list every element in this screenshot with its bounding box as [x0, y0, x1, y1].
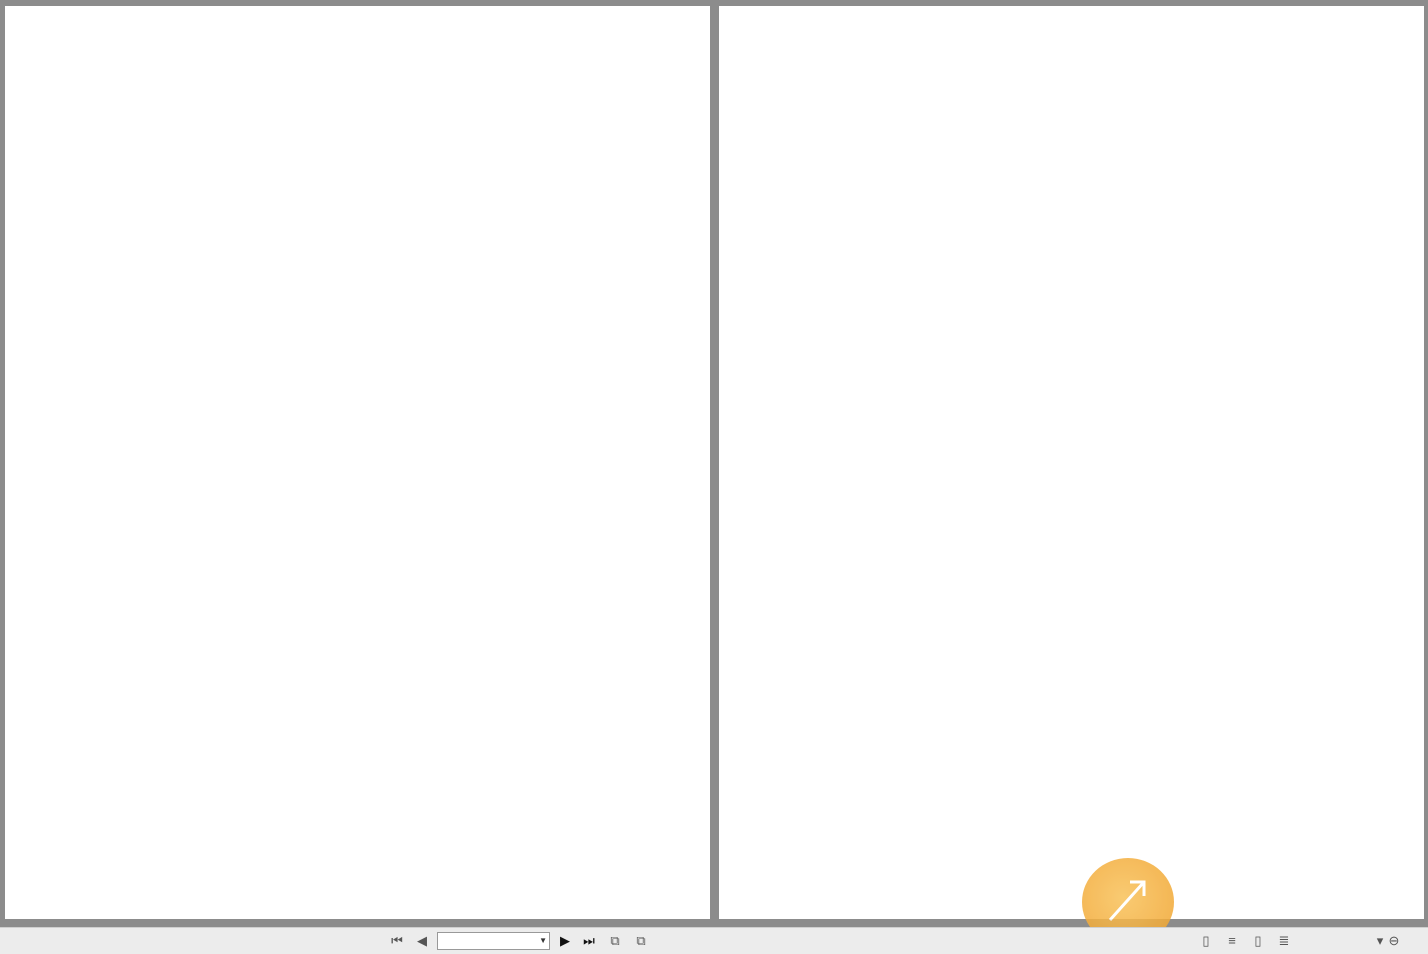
facing-icon[interactable]: ▯ [1254, 933, 1262, 948]
next-page-button[interactable]: ▶ [560, 933, 570, 948]
continuous-icon[interactable]: ≡ [1228, 933, 1236, 948]
first-page-button[interactable]: ⏮ [391, 933, 403, 948]
single-page-icon[interactable]: ▯ [1202, 933, 1210, 948]
right-page [719, 6, 1424, 919]
last-page-button[interactable]: ⏭ [583, 933, 595, 948]
previous-page-button[interactable]: ◀ [417, 933, 427, 948]
zoom-out-icon[interactable]: ⊖ [1388, 933, 1400, 948]
chevron-down-icon[interactable]: ▼ [539, 936, 547, 945]
previous-view-icon[interactable]: ⧉ [610, 933, 620, 948]
left-page [5, 6, 710, 919]
page-number-input[interactable] [437, 932, 550, 950]
continuous-facing-icon[interactable]: ≣ [1278, 933, 1290, 948]
next-view-icon[interactable]: ⧉ [636, 933, 646, 948]
zoom-chevron-icon[interactable]: ▾ [1376, 933, 1384, 948]
pdf-toolbar [0, 927, 1428, 954]
